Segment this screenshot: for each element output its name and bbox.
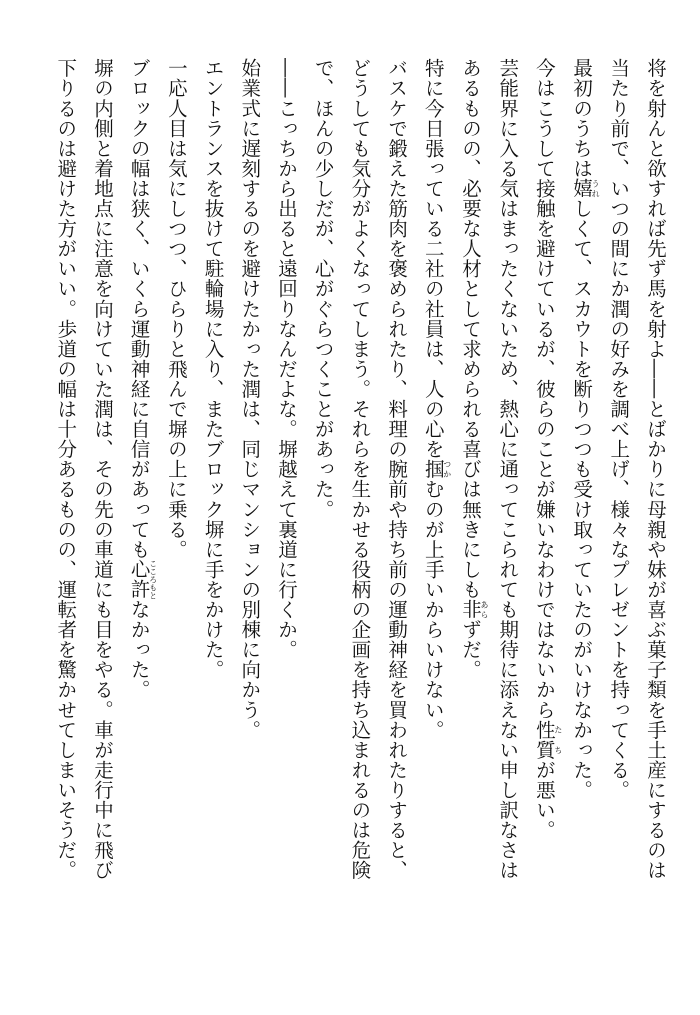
text-line-14: 一応人目は気にしつつ、ひらりと飛んで塀の上に乗る。 xyxy=(164,58,188,560)
text-line-17: 下りるのは避けた方がいい。歩道の幅は十分あるものの、運転者を驚かせてしまいそうだ。 xyxy=(54,58,78,881)
furigana-reading: うれ xyxy=(591,178,601,199)
text-segment: なかった。 xyxy=(127,599,151,700)
ruby-base: 嬉 xyxy=(570,178,594,199)
text-segment: 特に今日張っている二社の社員は、人の心を xyxy=(421,58,445,459)
ruby-base: 掴 xyxy=(421,459,445,480)
text-line-4 xyxy=(525,58,562,938)
text-segment: 最初のうちは xyxy=(570,58,594,179)
text-line-5: 芸能界に入る気はまったくないため、熱心に通ってこられても期待に添えない申し訳なさは xyxy=(496,58,520,881)
text-segment: ずだ。 xyxy=(458,619,482,680)
text-line-12: 始業式に遅刻するのを避けたかった潤は、同じマンションの別棟に向かう。 xyxy=(238,58,262,740)
text-line-9: どうしても気分がよくなってしまう。それらを生かせる役柄の企画を持ち込まれるのは危険 xyxy=(348,58,372,881)
text-segment: むのが上手いからいけない。 xyxy=(421,479,445,740)
text-line-7 xyxy=(414,58,451,938)
text-line-13: エントランスを抜けて駐輪場に入り、またブロック塀に手をかけた。 xyxy=(201,58,225,680)
furigana-word xyxy=(458,599,489,620)
furigana-reading: あら xyxy=(479,599,489,620)
text-line-6 xyxy=(451,58,488,938)
ruby-base: 心許 xyxy=(127,559,151,600)
ruby-base: 非 xyxy=(458,599,482,620)
text-line-3 xyxy=(562,58,599,938)
text-line-15 xyxy=(120,58,157,938)
text-line-1: 将を射んと欲すれば先ず馬を射よ――とばかりに母親や妹が喜ぶ菓子類を手土産にするのは xyxy=(644,58,667,881)
text-line-11: ――こっちから出ると遠回りなんだよな。塀越えて裏道に行くか。 xyxy=(274,58,298,660)
furigana-word xyxy=(532,719,563,760)
text-line-16: 塀の内側と着地点に注意を向けていた潤は、その先の車道にも目をやる。車が走行中に飛び xyxy=(90,58,114,881)
furigana-word xyxy=(421,459,452,480)
vertical-text-body xyxy=(47,58,673,938)
furigana-reading: こころもと xyxy=(148,559,158,600)
text-line-2: 当たり前で、いつの間にか潤の好みを調べ上げ、様々なプレゼントを持ってくる。 xyxy=(607,58,631,800)
text-segment: しくて、スカウトを断りつつも受け取っていたのがいけなかった。 xyxy=(570,198,594,800)
text-segment: あるものの、必要な人材として求められる喜びは無きにしも xyxy=(458,58,482,600)
text-segment: 今はこうして接触を避けているが、彼らのことが嫌いなわけではないから xyxy=(532,58,556,720)
text-line-8: バスケで鍛えた筋肉を褒められたり、料理の腕前や持ち前の運動神経を買われたりすると、 xyxy=(385,58,409,881)
ruby-base: 性質 xyxy=(532,719,556,760)
furigana-word xyxy=(127,559,158,600)
text-segment: ブロックの幅は狭く、いくら運動神経に自信があっても xyxy=(127,58,151,560)
text-segment: が悪い。 xyxy=(532,759,556,840)
furigana-reading: たち xyxy=(553,719,563,760)
furigana-reading: つか xyxy=(442,459,452,480)
furigana-word xyxy=(570,178,601,199)
text-line-10: で、ほんの少しだが、心がぐらつくことがあった。 xyxy=(311,58,335,520)
